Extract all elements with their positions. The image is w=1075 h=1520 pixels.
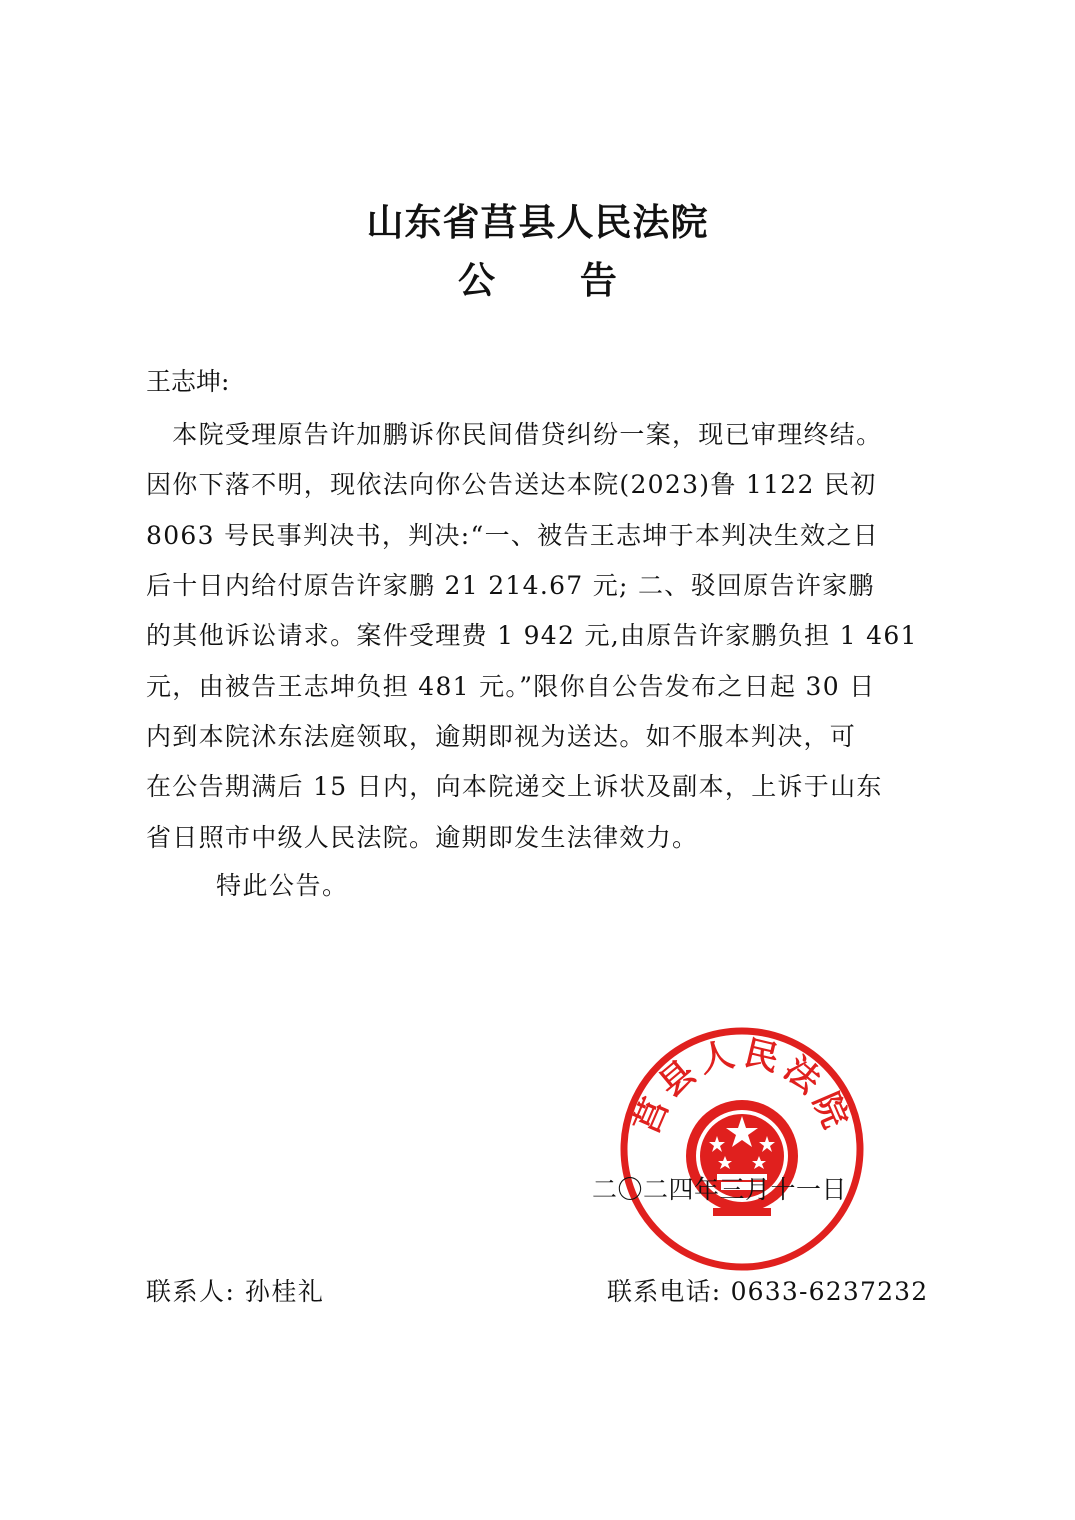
body-line-7: 内到本院沭东法庭领取，逾期即视为送达。如不服本判决，可 bbox=[146, 722, 857, 751]
closing-statement: 特此公告。 bbox=[216, 871, 349, 900]
document-type-title: 公 告 bbox=[458, 258, 653, 302]
body-line-8: 在公告期满后 15 日内，向本院递交上诉状及副本，上诉于山东 bbox=[146, 772, 883, 801]
issue-date: 二〇二四年三月十一日 bbox=[592, 1175, 848, 1204]
court-title: 山东省莒县人民法院 bbox=[366, 200, 709, 244]
body-line-4: 后十日内给付原告许家鹏 21 214.67 元; 二、驳回原告许家鹏 bbox=[146, 571, 875, 600]
body-line-5: 的其他诉讼请求。案件受理费 1 942 元,由原告许家鹏负担 1 461 bbox=[146, 621, 918, 650]
contact-phone: 联系电话: 0633-6237232 bbox=[607, 1277, 929, 1306]
body-line-9: 省日照市中级人民法院。逾期即发生法律效力。 bbox=[146, 823, 699, 852]
body-line-1: 本院受理原告许加鹏诉你民间借贷纠纷一案，现已审理终结。 bbox=[146, 420, 883, 449]
contact-person: 联系人: 孙桂礼 bbox=[146, 1277, 325, 1306]
court-seal-stamp bbox=[617, 1024, 867, 1274]
svg-text:莒县人民法院: 莒县人民法院 bbox=[626, 1033, 858, 1140]
body-line-6: 元，由被告王志坤负担 481 元。”限你自公告发布之日起 30 日 bbox=[146, 672, 876, 701]
addressee: 王志坤: bbox=[146, 367, 230, 396]
body-line-2: 因你下落不明，现依法向你公告送达本院(2023)鲁 1122 民初 bbox=[146, 470, 877, 499]
body-line-3: 8063 号民事判决书，判决:“一、被告王志坤于本判决生效之日 bbox=[146, 521, 880, 550]
